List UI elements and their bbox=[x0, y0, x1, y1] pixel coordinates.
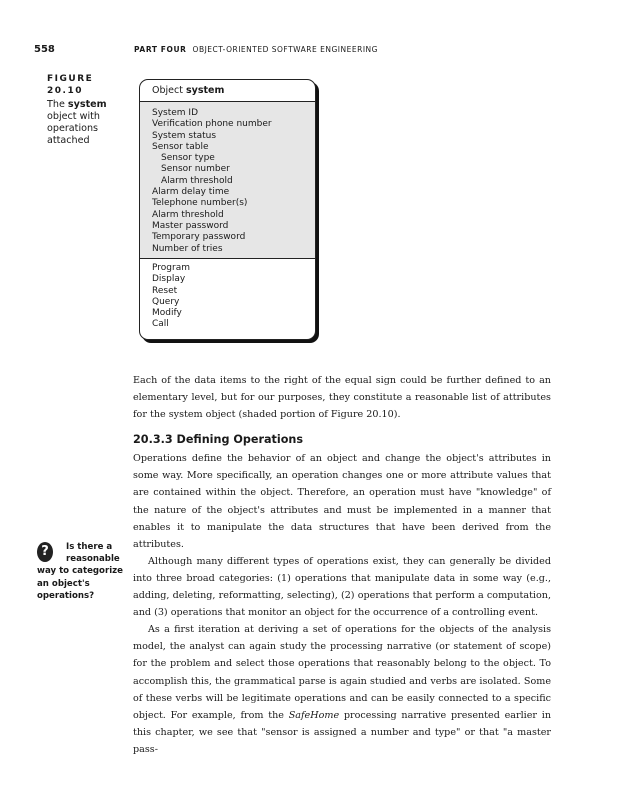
margin-note-line: Is there a bbox=[66, 542, 113, 552]
margin-note-line: reasonable bbox=[66, 554, 120, 565]
object-title bbox=[140, 80, 315, 102]
object-title-name: system bbox=[185, 85, 225, 96]
paragraph: Operations define the behavior of an object and change the object's attributes in some way. More specifically, an operation changes one or more attribute values that are contained within the object. Therefore, an operation must have "knowledge" of the nature of the object's attributes and must be implemented in a manner that enables it to manipulate the data structures that have been derived from the attributes. bbox=[133, 453, 551, 550]
object-diagram bbox=[139, 79, 316, 340]
question-icon: ? bbox=[37, 542, 53, 562]
body-text bbox=[133, 372, 551, 758]
margin-note-line: an object's bbox=[37, 578, 90, 589]
page-number: 558 bbox=[34, 44, 55, 55]
attribute-item: Master password bbox=[152, 220, 229, 231]
margin-note-line: operations? bbox=[37, 590, 95, 601]
caption-text-bold: system bbox=[67, 99, 107, 110]
caption-text-post: object with operations attached bbox=[47, 111, 100, 146]
operation-item: Reset bbox=[152, 285, 178, 296]
paragraph-text: As a first iteration at deriving a set of operations for the objects of the analysis model, the analyst can again study the processing narrative (or statement of scope) for the problem and select those operations that reasonably belong to the object. To accomplish this, the grammatical parse is again studied and verbs are isolated. Some of these verbs will be legitimate operations and can be easily connected to a specific object. For example, from the bbox=[133, 624, 551, 721]
attribute-subitem: Alarm threshold bbox=[161, 175, 233, 186]
attribute-item: Temporary password bbox=[152, 232, 246, 243]
paragraph-text: processing narrative presented earlier in this chapter, we see that "sensor is assigned a number and type" or that "a master pass- bbox=[133, 709, 551, 755]
part-title: OBJECT-ORIENTED SOFTWARE ENGINEERING bbox=[192, 45, 378, 54]
safehome-italic: SafeHome bbox=[288, 709, 340, 721]
attribute-subitem: Sensor type bbox=[161, 153, 215, 164]
attribute-item: Sensor table bbox=[152, 141, 209, 152]
attribute-subitem: Sensor number bbox=[161, 164, 230, 175]
margin-note bbox=[37, 541, 127, 602]
margin-note-line: way to categorize bbox=[37, 566, 123, 577]
operation-item: Modify bbox=[152, 308, 182, 319]
operation-item: Display bbox=[152, 274, 186, 285]
attribute-item: System status bbox=[152, 130, 217, 141]
operation-item: Program bbox=[152, 263, 190, 273]
attribute-item: System ID bbox=[152, 108, 199, 118]
operations-section bbox=[140, 259, 315, 331]
figure-label: FIGURE 20.10 bbox=[47, 74, 94, 96]
attribute-item: Verification phone number bbox=[152, 119, 272, 130]
attribute-item: Number of tries bbox=[152, 243, 223, 254]
attribute-item: Telephone number(s) bbox=[152, 198, 248, 209]
attributes-section bbox=[140, 102, 315, 259]
attribute-item: Alarm threshold bbox=[152, 209, 224, 220]
paragraph: Each of the data items to the right of the equal sign could be further defined to an elementary level, but for our purposes, they constitute a reasonable list of attributes for the system object (shaded portion of Figure 20.10). bbox=[133, 375, 551, 421]
part-label: PART FOUR bbox=[134, 45, 187, 54]
operation-item: Call bbox=[152, 319, 169, 330]
figure-caption bbox=[47, 73, 119, 147]
object-title-prefix: Object bbox=[152, 85, 186, 96]
caption-text-pre: The bbox=[47, 99, 68, 110]
paragraph bbox=[133, 621, 551, 758]
paragraph: Although many different types of operations exist, they can generally be divided into three broad categories: (1) operations that manipulate data in some way (e.g., adding, deleting, reformatting, selecting), (2) operations that perform a computation, and (3) operations that monitor an object for the occurrence of a controlling event. bbox=[133, 555, 551, 619]
running-head bbox=[134, 45, 378, 54]
operation-item: Query bbox=[152, 296, 180, 307]
attribute-item: Alarm delay time bbox=[152, 187, 230, 198]
section-heading: 20.3.3 Defining Operations bbox=[133, 433, 304, 447]
